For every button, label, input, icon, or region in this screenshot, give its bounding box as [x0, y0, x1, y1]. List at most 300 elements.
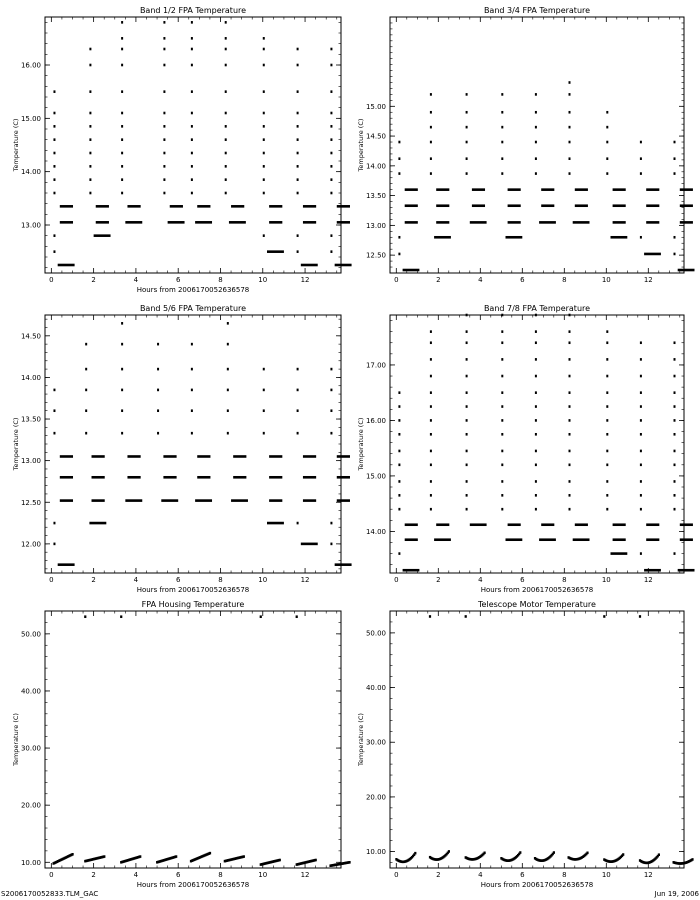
plot-frame [390, 611, 684, 868]
data-point [606, 126, 608, 129]
data-point [430, 464, 432, 467]
data-point [569, 126, 571, 129]
data-point [157, 343, 159, 346]
y-axis-label: Temperature (C) [12, 713, 20, 766]
data-point [348, 861, 350, 864]
data-point [613, 188, 626, 191]
data-point [436, 221, 449, 224]
x-tick-label: 2 [91, 276, 96, 284]
data-point [501, 314, 503, 317]
data-point [92, 476, 105, 479]
data-point [674, 419, 676, 422]
data-point [53, 234, 55, 237]
y-tick-label: 13.00 [20, 221, 41, 230]
data-point [606, 358, 608, 361]
data-point [613, 204, 626, 207]
y-tick-label: 14.00 [365, 162, 386, 171]
data-point [195, 499, 212, 502]
data-point [606, 480, 608, 483]
data-point [53, 409, 55, 412]
data-point [680, 204, 693, 207]
x-tick-label: 4 [478, 276, 483, 284]
data-point-spike [296, 615, 298, 618]
data-point [640, 419, 642, 422]
data-point [227, 322, 229, 325]
data-point [96, 221, 109, 224]
data-point [92, 499, 105, 502]
data-point [398, 405, 400, 408]
data-point [127, 205, 140, 208]
data-point [405, 538, 418, 541]
data-point [60, 221, 73, 224]
data-point [60, 205, 73, 208]
data-point [60, 476, 73, 479]
x-tick-label: 8 [218, 576, 223, 584]
data-point [297, 48, 299, 51]
data-point [227, 432, 229, 435]
x-tick-label: 6 [520, 576, 525, 584]
data-point [121, 152, 123, 155]
data-point [436, 204, 449, 207]
data-point [678, 569, 695, 572]
data-point [466, 480, 468, 483]
data-point [436, 188, 449, 191]
data-point [569, 508, 571, 511]
x-tick-label: 4 [133, 871, 139, 879]
data-point [303, 221, 316, 224]
x-tick-label: 6 [175, 276, 181, 284]
data-point [414, 852, 416, 855]
data-point [139, 855, 141, 858]
data-point [263, 112, 265, 115]
data-point [297, 125, 299, 128]
x-tick-label: 10 [258, 276, 268, 284]
x-tick-label: 2 [436, 276, 441, 284]
data-point [157, 368, 159, 371]
data-point [163, 64, 165, 67]
data-point [225, 138, 227, 141]
data-point [569, 358, 571, 361]
data-point [191, 112, 193, 115]
data-point [233, 476, 246, 479]
data-point [330, 90, 332, 93]
data-point [191, 125, 193, 128]
data-point [315, 859, 317, 862]
data-point [330, 368, 332, 371]
data-point [335, 264, 352, 267]
data-point [640, 405, 642, 408]
data-point [569, 494, 571, 497]
data-point [466, 391, 468, 394]
data-point [606, 391, 608, 394]
data-point [398, 141, 400, 144]
data-point [191, 64, 193, 67]
data-point [606, 330, 608, 333]
x-tick-label: 0 [49, 576, 54, 584]
data-point [535, 341, 537, 344]
data-point [297, 389, 299, 392]
data-point [466, 141, 468, 144]
data-point [89, 112, 91, 115]
x-tick-label: 10 [601, 276, 611, 284]
y-tick-label: 13.50 [20, 415, 41, 424]
data-point [430, 330, 432, 333]
data-point [127, 476, 140, 479]
data-point [263, 125, 265, 128]
data-point [225, 64, 227, 67]
data-point [640, 508, 642, 511]
data-point [263, 48, 265, 51]
data-point [430, 172, 432, 175]
data-point [640, 391, 642, 394]
y-tick-label: 15.00 [365, 102, 386, 111]
data-point [125, 499, 142, 502]
data-point [60, 499, 73, 502]
data-point [569, 141, 571, 144]
data-points [395, 615, 693, 865]
x-tick-label: 8 [218, 276, 223, 284]
data-point [569, 341, 571, 344]
data-point [263, 37, 265, 40]
data-point [569, 450, 571, 453]
data-point [121, 368, 123, 371]
x-tick-label: 4 [133, 276, 139, 284]
data-point [674, 157, 676, 160]
data-point [535, 330, 537, 333]
data-point [121, 37, 123, 40]
data-point [430, 450, 432, 453]
data-point [644, 253, 661, 256]
data-point-spike [603, 615, 605, 618]
data-point [398, 236, 400, 239]
data-point [646, 188, 659, 191]
data-point [575, 523, 588, 526]
data-point [674, 433, 676, 436]
data-point [58, 563, 75, 566]
data-point [553, 851, 555, 854]
data-point [191, 192, 193, 195]
data-point [680, 188, 693, 191]
data-point [501, 494, 503, 497]
data-point [640, 375, 642, 378]
data-point [674, 508, 676, 511]
data-point [674, 172, 676, 175]
data-point [225, 165, 227, 168]
data-point [53, 192, 55, 195]
data-point [466, 405, 468, 408]
data-point [263, 178, 265, 181]
data-point [53, 543, 55, 546]
x-tick-label: 2 [91, 871, 96, 879]
data-point [674, 236, 676, 239]
data-point [586, 852, 588, 855]
x-tick-label: 2 [436, 871, 441, 879]
data-point [501, 111, 503, 114]
data-point-spike [260, 615, 262, 618]
data-point [472, 188, 485, 191]
data-point [535, 126, 537, 129]
data-point [85, 389, 87, 392]
data-point [430, 419, 432, 422]
y-tick-label: 12.50 [20, 498, 41, 507]
data-point [53, 178, 55, 181]
data-point [501, 141, 503, 144]
y-axis-label: Temperature (C) [12, 118, 20, 172]
data-point [535, 358, 537, 361]
x-axis-label: Hours from 2006170052636578 [136, 286, 250, 294]
data-point [640, 172, 642, 175]
data-point [330, 543, 332, 546]
data-point [330, 250, 332, 253]
data-point [127, 455, 140, 458]
data-point [470, 523, 487, 526]
data-point [297, 152, 299, 155]
data-point [263, 192, 265, 195]
data-point [466, 126, 468, 129]
y-tick-label: 10.00 [365, 848, 386, 857]
data-point [466, 419, 468, 422]
data-point [121, 322, 123, 325]
data-point [191, 152, 193, 155]
data-point [225, 37, 227, 40]
data-point [225, 152, 227, 155]
data-point [330, 138, 332, 141]
data-point [89, 178, 91, 181]
data-point [53, 250, 55, 253]
data-point [191, 432, 193, 435]
x-tick-label: 6 [520, 871, 525, 879]
data-point [466, 330, 468, 333]
plot-panel-5 [12, 600, 351, 889]
data-point [297, 250, 299, 253]
data-point [398, 494, 400, 497]
data-point [121, 178, 123, 181]
plot-panel-3 [12, 304, 352, 594]
data-point [297, 165, 299, 168]
data-point [501, 93, 503, 96]
data-point [121, 192, 123, 195]
data-point [535, 391, 537, 394]
data-point [330, 409, 332, 412]
data-point [606, 157, 608, 160]
data-point [263, 432, 265, 435]
y-tick-label: 14.50 [20, 332, 41, 341]
y-tick-label: 14.00 [20, 168, 41, 177]
data-point [263, 90, 265, 93]
data-point [191, 178, 193, 181]
data-point [337, 221, 350, 224]
data-point [53, 90, 55, 93]
data-point [297, 138, 299, 141]
data-point [569, 81, 571, 84]
data-point [227, 368, 229, 371]
data-point [575, 204, 588, 207]
data-point [330, 432, 332, 435]
data-point [674, 480, 676, 483]
data-point [535, 314, 537, 317]
y-axis-label: Temperature (C) [12, 417, 20, 471]
data-point [157, 432, 159, 435]
plot-panel-1 [12, 6, 352, 294]
plot-frame [390, 315, 684, 573]
data-point [303, 455, 316, 458]
data-point [466, 93, 468, 96]
data-point [691, 858, 693, 861]
data-point [501, 480, 503, 483]
data-point [170, 205, 183, 208]
data-point [301, 264, 318, 267]
x-axis-label: Hours from 2006170052636578 [136, 881, 250, 889]
data-point [646, 538, 659, 541]
x-tick-label: 2 [436, 576, 441, 584]
data-point [297, 112, 299, 115]
data-point [405, 188, 418, 191]
data-point [569, 391, 571, 394]
data-point [501, 450, 503, 453]
x-tick-label: 8 [562, 871, 567, 879]
data-point [225, 192, 227, 195]
data-point [674, 358, 676, 361]
data-point [466, 494, 468, 497]
data-point [466, 433, 468, 436]
data-point [501, 375, 503, 378]
data-point [430, 111, 432, 114]
data-point [535, 450, 537, 453]
data-point [168, 221, 185, 224]
x-tick-label: 0 [49, 871, 54, 879]
data-point [197, 476, 210, 479]
data-point [398, 157, 400, 160]
data-point [163, 90, 165, 93]
data-point [121, 432, 123, 435]
data-point [60, 455, 73, 458]
data-point [89, 90, 91, 93]
data-point [225, 48, 227, 51]
data-point [303, 476, 316, 479]
data-point [613, 523, 626, 526]
x-tick-label: 10 [258, 576, 268, 584]
plot-title: Band 5/6 FPA Temperature [139, 304, 247, 313]
data-point [398, 391, 400, 394]
data-point [337, 455, 350, 458]
data-point [640, 157, 642, 160]
x-tick-label: 0 [49, 276, 54, 284]
y-tick-label: 17.00 [365, 361, 386, 370]
data-point [573, 538, 590, 541]
data-point [569, 375, 571, 378]
data-point [398, 419, 400, 422]
data-point [466, 464, 468, 467]
data-point [569, 433, 571, 436]
y-tick-label: 40.00 [20, 687, 41, 696]
data-point [575, 188, 588, 191]
data-point [569, 172, 571, 175]
data-point [613, 538, 626, 541]
x-tick-label: 12 [300, 871, 310, 879]
data-point [646, 221, 659, 224]
x-tick-label: 10 [601, 576, 611, 584]
x-tick-label: 6 [175, 576, 181, 584]
data-point [85, 432, 87, 435]
data-point [53, 432, 55, 435]
data-point [403, 569, 420, 572]
data-point [209, 852, 211, 855]
data-point [233, 455, 246, 458]
data-point [535, 494, 537, 497]
data-point [501, 126, 503, 129]
data-point [466, 450, 468, 453]
data-point [680, 538, 693, 541]
data-point [263, 368, 265, 371]
data-point [263, 234, 265, 237]
data-point [430, 375, 432, 378]
data-point [640, 358, 642, 361]
data-point [163, 138, 165, 141]
data-point [569, 314, 571, 317]
data-point [434, 236, 451, 239]
data-point [121, 343, 123, 346]
data-point [434, 538, 451, 541]
data-point [303, 499, 316, 502]
data-point [330, 125, 332, 128]
data-point [263, 64, 265, 67]
data-point [674, 450, 676, 453]
data-point [297, 90, 299, 93]
data-point [330, 234, 332, 237]
data-point [541, 188, 554, 191]
data-point [640, 433, 642, 436]
data-point [535, 375, 537, 378]
data-point [606, 341, 608, 344]
data-point [466, 111, 468, 114]
data-point [89, 125, 91, 128]
plot-panel-4 [357, 304, 695, 594]
data-point [501, 341, 503, 344]
data-point [466, 172, 468, 175]
data-point [501, 419, 503, 422]
x-tick-label: 0 [394, 276, 399, 284]
data-point [606, 494, 608, 497]
data-point [263, 165, 265, 168]
data-point [337, 205, 350, 208]
x-tick-label: 8 [562, 276, 567, 284]
data-point [191, 37, 193, 40]
x-tick-label: 10 [258, 871, 268, 879]
data-point [430, 126, 432, 129]
y-tick-label: 16.00 [365, 416, 386, 425]
data-point [606, 508, 608, 511]
data-point [263, 138, 265, 141]
data-point [231, 205, 244, 208]
data-point [501, 405, 503, 408]
data-point [674, 391, 676, 394]
data-point [269, 221, 282, 224]
y-tick-label: 16.00 [20, 61, 41, 70]
data-point [640, 450, 642, 453]
plot-panel-2 [357, 6, 695, 284]
data-point [501, 157, 503, 160]
data-point [121, 138, 123, 141]
data-point [85, 368, 87, 371]
data-point [330, 522, 332, 525]
data-point [175, 855, 177, 858]
data-point [430, 480, 432, 483]
data-point [606, 433, 608, 436]
x-tick-label: 12 [643, 276, 653, 284]
data-point [640, 236, 642, 239]
y-tick-label: 13.00 [20, 457, 41, 466]
data-point [606, 141, 608, 144]
